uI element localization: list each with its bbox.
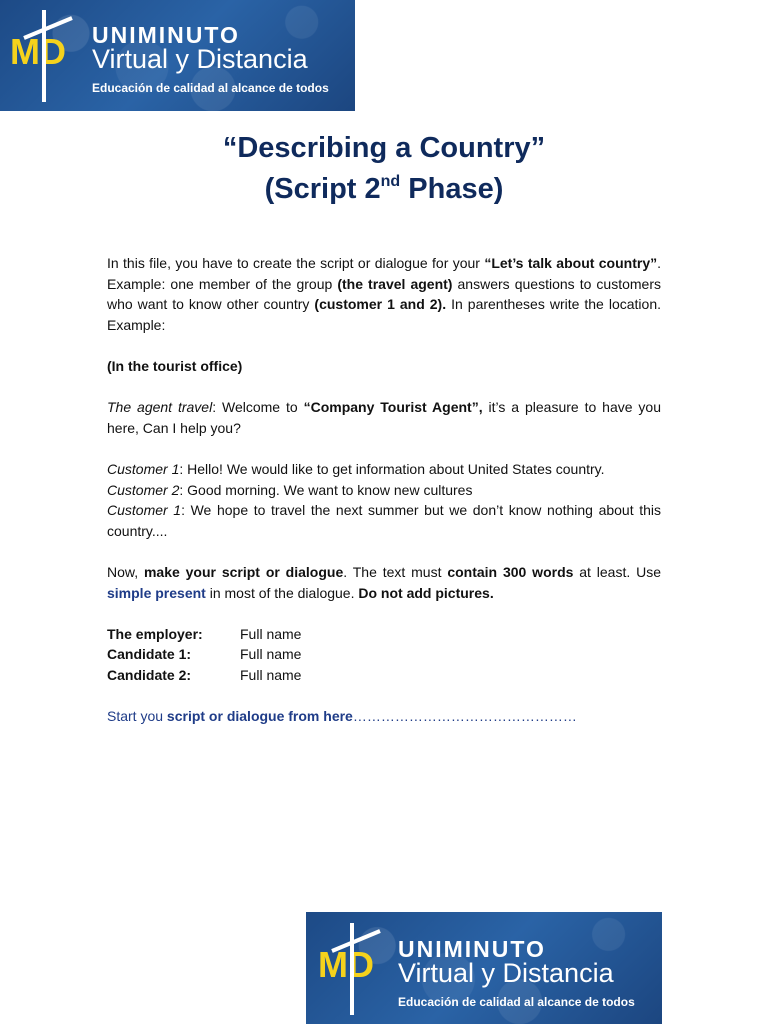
document-title: “Describing a Country” [222,132,546,164]
role-value: Full name [240,666,302,683]
svg-text:MD: MD [318,944,374,985]
customer-line: Customer 1: We hope to travel the next summer but we don’t know nothing about this country.... [107,502,662,539]
document-body [107,253,661,727]
location-example: (In the tourist office) [107,357,243,374]
start-line: Start you script or dialogue from here………………………………………… [107,708,577,725]
instructions-paragraph: Now, make your script or dialogue. The text must contain 300 words at least. Use simple present in most of the dialogue. Do not add pictures. [107,563,662,601]
banner-brand: UNIMINUTO [398,936,546,962]
banner-tagline: Educación de calidad al alcance de todos [92,81,329,95]
agent-line: The agent travel: Welcome to “Company Tourist Agent”, it’s a pleasure to have you here, Can I help you? [107,399,661,436]
roles-list [107,624,661,686]
banner-subtitle: Virtual y Distancia [398,958,614,988]
uniminuto-logo-icon [314,917,392,1019]
role-label: Candidate 2: [107,666,192,683]
customer-line: Customer 1: Hello! We would like to get information about United States country. [107,460,605,477]
header-banner [0,0,355,111]
uniminuto-logo-icon [6,4,84,106]
document-subtitle: (Script 2nd Phase) [264,173,504,205]
role-value: Full name [240,646,302,663]
role-value: Full name [240,625,302,642]
banner-subtitle: Virtual y Distancia [92,44,308,74]
footer-banner [306,912,662,1024]
role-label: The employer: [107,625,203,642]
customer-line: Customer 2: Good morning. We want to know new cultures [107,481,473,498]
banner-brand: UNIMINUTO [92,22,240,48]
role-label: Candidate 1: [107,646,192,663]
svg-text:MD: MD [10,31,66,72]
intro-paragraph: In this file, you have to create the script or dialogue for your “Let’s talk about country”. Example: one member of the group (the travel agent) answers questions to customers who want to know other country (customer 1 and 2). In parentheses write the location. Example: [107,255,662,333]
banner-tagline: Educación de calidad al alcance de todos [398,995,635,1009]
